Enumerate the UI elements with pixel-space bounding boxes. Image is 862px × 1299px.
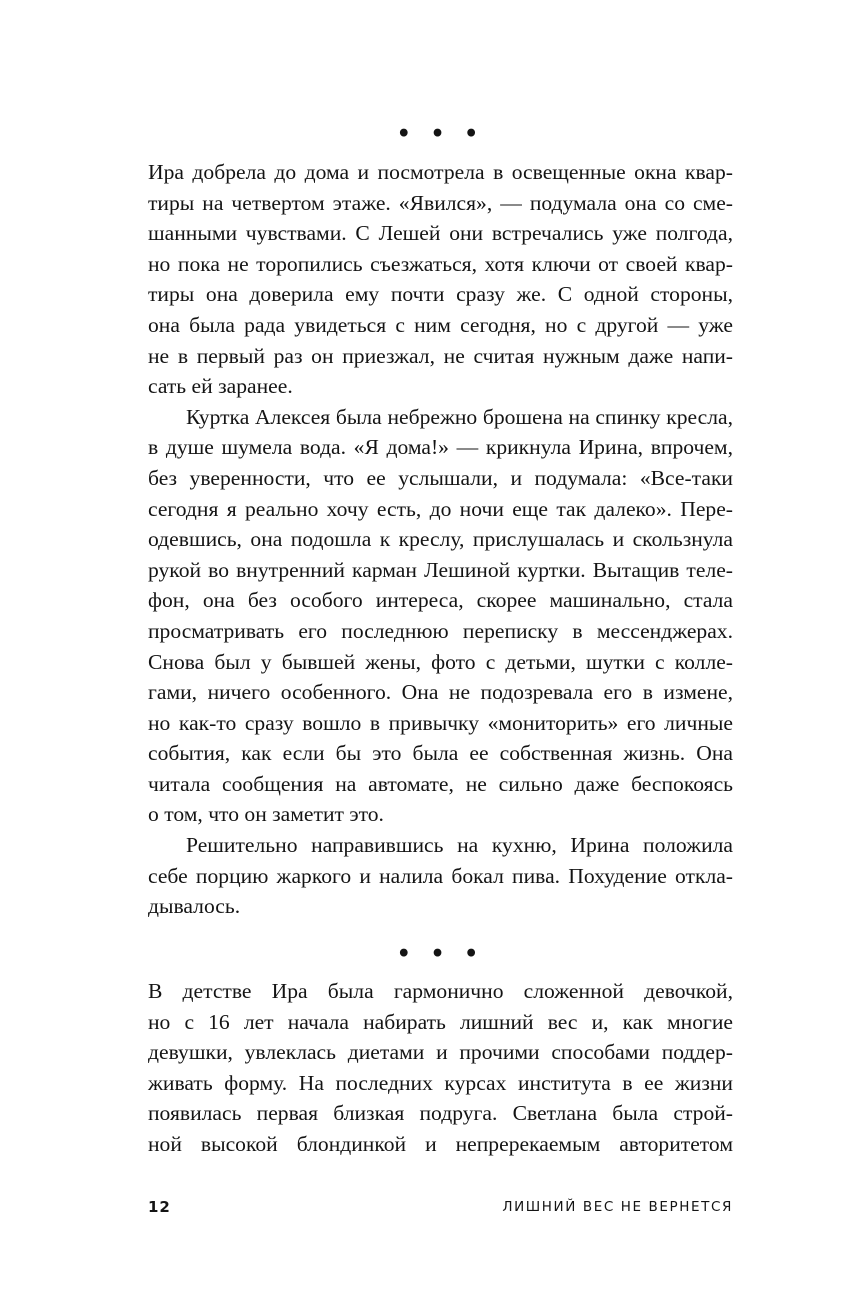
text-line: рукой во внутренний карман Лешиной куртки. Вытащив теле- xyxy=(148,557,733,582)
running-title: ЛИШНИЙ ВЕС НЕ ВЕРНЕТСЯ xyxy=(502,1199,733,1215)
text-line: девушки, увлеклась диетами и прочими способами поддер- xyxy=(148,1040,733,1065)
text-line: но с 16 лет начала набирать лишний вес и, как многие xyxy=(148,1009,733,1034)
text-line: живать форму. На последних курсах института в ее жизни xyxy=(148,1070,733,1095)
paragraph xyxy=(148,830,733,922)
text-line: шанными чувствами. С Лешей они встречались уже полгода, xyxy=(148,221,733,246)
text-line: фон, она без особого интереса, скорее машинально, стала xyxy=(148,588,733,613)
book-page xyxy=(148,0,733,1299)
text-line: в душе шумела вода. «Я дома!» — крикнула Ирина, впрочем, xyxy=(148,435,733,460)
text-line: но пока не торопились съезжаться, хотя ключи от своей квар- xyxy=(148,251,733,276)
text-line: события, как если бы это была ее собственная жизнь. Она xyxy=(148,741,733,766)
text-line: Снова был у бывшей жены, фото с детьми, шутки с колле- xyxy=(148,649,733,674)
text-section-1 xyxy=(148,157,733,922)
text-line: сегодня я реально хочу есть, до ночи еще так далеко». Пере- xyxy=(148,496,733,521)
page-footer xyxy=(148,1198,733,1220)
paragraph xyxy=(148,402,733,830)
section-separator: • • • xyxy=(396,941,485,967)
text-line: без уверенности, что ее услышали, и подумала: «Все-таки xyxy=(148,465,733,490)
text-line: появилась первая близкая подруга. Светлана была строй- xyxy=(148,1101,733,1126)
text-line: тиры она доверила ему почти сразу же. С одной стороны, xyxy=(148,282,733,307)
text-line: Куртка Алексея была небрежно брошена на спинку кресла, xyxy=(186,404,733,429)
text-line: не в первый раз он приезжал, не считая нужным даже напи- xyxy=(148,343,733,368)
paragraph xyxy=(148,157,733,402)
text-line: гами, ничего особенного. Она не подозревала его в измене, xyxy=(148,680,733,705)
text-line: просматривать его последнюю переписку в мессенджерах. xyxy=(148,618,733,643)
text-line: дывалось. xyxy=(148,894,241,919)
text-line: тиры на четвертом этаже. «Явился», — подумала она со сме- xyxy=(148,190,733,215)
text-line: Решительно направившись на кухню, Ирина положила xyxy=(186,833,733,858)
text-line: но как-то сразу вошло в привычку «мониторить» его личные xyxy=(148,710,733,735)
text-line: сать ей заранее. xyxy=(148,374,293,399)
text-line: В детстве Ира была гармонично сложенной девочкой, xyxy=(148,979,733,1003)
text-line: Ира добрела до дома и посмотрела в освещенные окна квар- xyxy=(148,160,733,184)
text-line: о том, что он заметит это. xyxy=(148,802,384,827)
text-line: себе порцию жаркого и налила бокал пива. Похудение откла- xyxy=(148,863,733,888)
page-number: 12 xyxy=(148,1198,171,1216)
text-line: ной высокой блондинкой и непререкаемым авторитетом xyxy=(148,1131,733,1156)
section-separator: • • • xyxy=(396,121,485,147)
text-line: одевшись, она подошла к креслу, прислушалась и скользнула xyxy=(148,527,733,552)
text-line: читала сообщения на автомате, не сильно даже беспокоясь xyxy=(148,771,733,796)
text-line: она была рада увидеться с ним сегодня, но с другой — уже xyxy=(148,312,733,337)
paragraph xyxy=(148,976,733,1160)
text-section-2 xyxy=(148,976,733,1160)
